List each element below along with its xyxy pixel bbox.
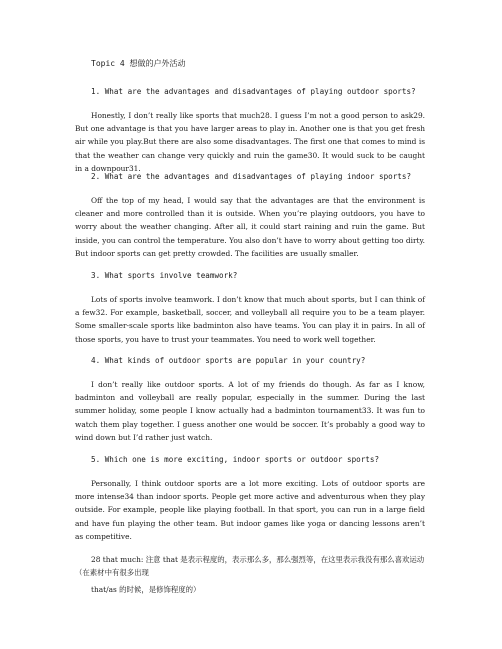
footnote-28-continued: that/as 的时候，是修饰程度的）	[91, 585, 201, 594]
footnote-28: 28 that much: 注意 that 是表示程度的，表示那么多，那么强烈等，在这里表示我没有那么喜欢运动（在素材中有很多出现	[75, 555, 425, 577]
answer-1: Honestly, I don’t really like sports that much28. I guess I’m not a good person to ask29. But one advantage is that you have larger areas to play in. Another one is that you get fresh air while you play.But there are also some disadvantages. The first one that comes to mind is that the weather can change very quickly and ruin the game30. It would suck to be caught in a downpour31.	[75, 111, 425, 173]
answer-4: I don’t really like outdoor sports. A lot of my friends do though. As far as I know, badminton and volleyball are really popular, especially in the summer. During the last summer holiday, some people I know actually had a badminton tournament33. It was fun to watch them play together. I guess another one would be soccer. It’s probably a good way to wind down but I’d rather just watch.	[75, 380, 425, 442]
question-3: 3. What sports involve teamwork?	[91, 271, 238, 280]
answer-2: Off the top of my head, I would say that the advantages are that the environment is cleaner and more controlled than it is outside. When you’re playing outdoors, you have to worry about the weather changing. After all, it could start raining and ruin the game. But inside, you can control the temperature. You also don’t have to worry about getting too dirty. But indoor sports can get pretty crowded. The facilities are usually smaller.	[75, 196, 425, 258]
answer-3: Lots of sports involve teamwork. I don’t know that much about sports, but I can think of a few32. For example, basketball, soccer, and volleyball all require you to be a team player. Some smaller-scale sports like badminton also have teams. You can play it in pairs. In all of those sports, you have to trust your teammates. You need to work well together.	[75, 295, 425, 344]
topic-heading: Topic 4 想做的户外活动	[91, 59, 186, 68]
question-2: 2. What are the advantages and disadvantages of playing indoor sports?	[91, 172, 412, 181]
answer-5: Personally, I think outdoor sports are a lot more exciting. Lots of outdoor sports are more intense34 than indoor sports. People get more active and adventurous when they play outside. For example, people like playing football. In that sport, you can run in a large field and have fun playing the other team. But indoor games like yoga or dancing lessons aren’t as competitive.	[75, 479, 425, 541]
question-4: 4. What kinds of outdoor sports are popular in your country?	[91, 356, 366, 365]
question-1: 1. What are the advantages and disadvantages of playing outdoor sports?	[91, 87, 416, 96]
question-5: 5. Which one is more exciting, indoor sports or outdoor sports?	[91, 455, 380, 464]
